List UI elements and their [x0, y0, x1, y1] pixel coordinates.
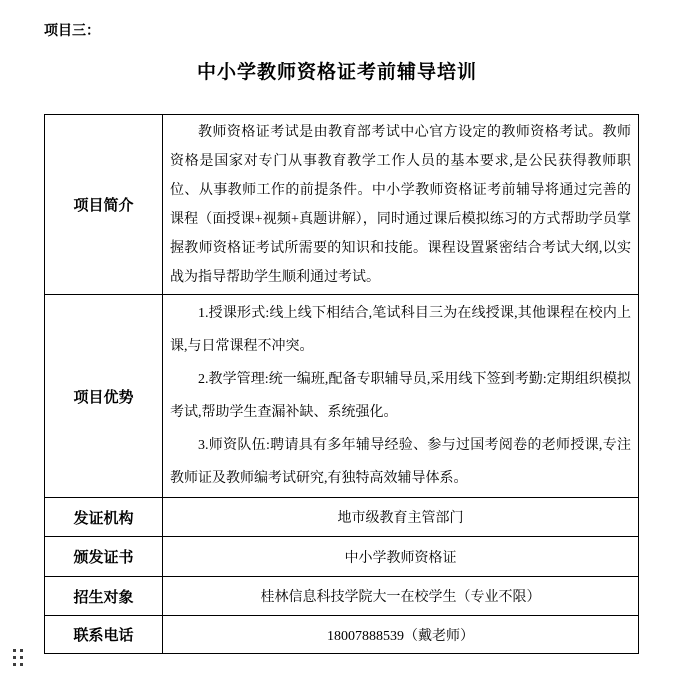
dot	[20, 663, 23, 666]
row-header-intro: 项目简介	[45, 115, 163, 295]
row-header-advantages: 项目优势	[45, 295, 163, 498]
advantage-item-3: 3.师资队伍:聘请具有多年辅导经验、参与过国考阅卷的老师授课,专注教师证及教师编考试研究,有独特高效辅导体系。	[170, 438, 631, 486]
advantage-item-2: 2.教学管理:统一编班,配备专职辅导员,采用线下签到考勤:定期组织模拟考试,帮助学生查漏补缺、系统强化。	[170, 372, 631, 420]
drag-handle-icon[interactable]	[13, 649, 23, 666]
row-header-certificate: 颁发证书	[45, 537, 163, 577]
section-label: 项目三：	[44, 24, 100, 39]
row-header-contact-phone: 联系电话	[45, 616, 163, 654]
dot	[20, 649, 23, 652]
info-table	[44, 114, 639, 654]
cell-issuing-authority-value: 地市级教育主管部门	[163, 498, 639, 537]
table-row-certificate	[45, 537, 639, 577]
cell-target-students-value: 桂林信息科技学院大一在校学生（专业不限）	[163, 577, 639, 616]
table-row-contact-phone	[45, 616, 639, 654]
cell-intro-text	[163, 115, 639, 295]
dot	[13, 656, 16, 659]
table-row-intro	[45, 115, 639, 295]
row-header-target-students: 招生对象	[45, 577, 163, 616]
cell-contact-phone-value: 18007888539（戴老师）	[163, 616, 639, 654]
dot	[20, 656, 23, 659]
dot	[13, 649, 16, 652]
cell-advantages-text	[163, 295, 639, 498]
cell-certificate-value: 中小学教师资格证	[163, 537, 639, 577]
row-header-issuing-authority: 发证机构	[45, 498, 163, 537]
table-row-advantages	[45, 295, 639, 498]
dot	[13, 663, 16, 666]
advantage-item-1: 1.授课形式:线上线下相结合,笔试科目三为在线授课,其他课程在校内上课,与日常课程不冲突。	[170, 306, 631, 354]
intro-paragraph: 教师资格证考试是由教育部考试中心官方设定的教师资格考试。教师资格是国家对专门从事教育教学工作人员的基本要求,是公民获得教师职位、从事教师工作的前提条件。中小学教师资格证考前辅导将通过完善的课程（面授课+视频+真题讲解），同时通过课后模拟练习的方式帮助学员掌握教师资格证考试所需要的知识和技能。课程设置紧密结合考试大纲,以实战为指导帮助学生顺利通过考试。	[170, 124, 631, 285]
table-row-target-students	[45, 577, 639, 616]
table-row-issuing-authority	[45, 498, 639, 537]
page-title: 中小学教师资格证考前辅导培训	[196, 62, 477, 83]
